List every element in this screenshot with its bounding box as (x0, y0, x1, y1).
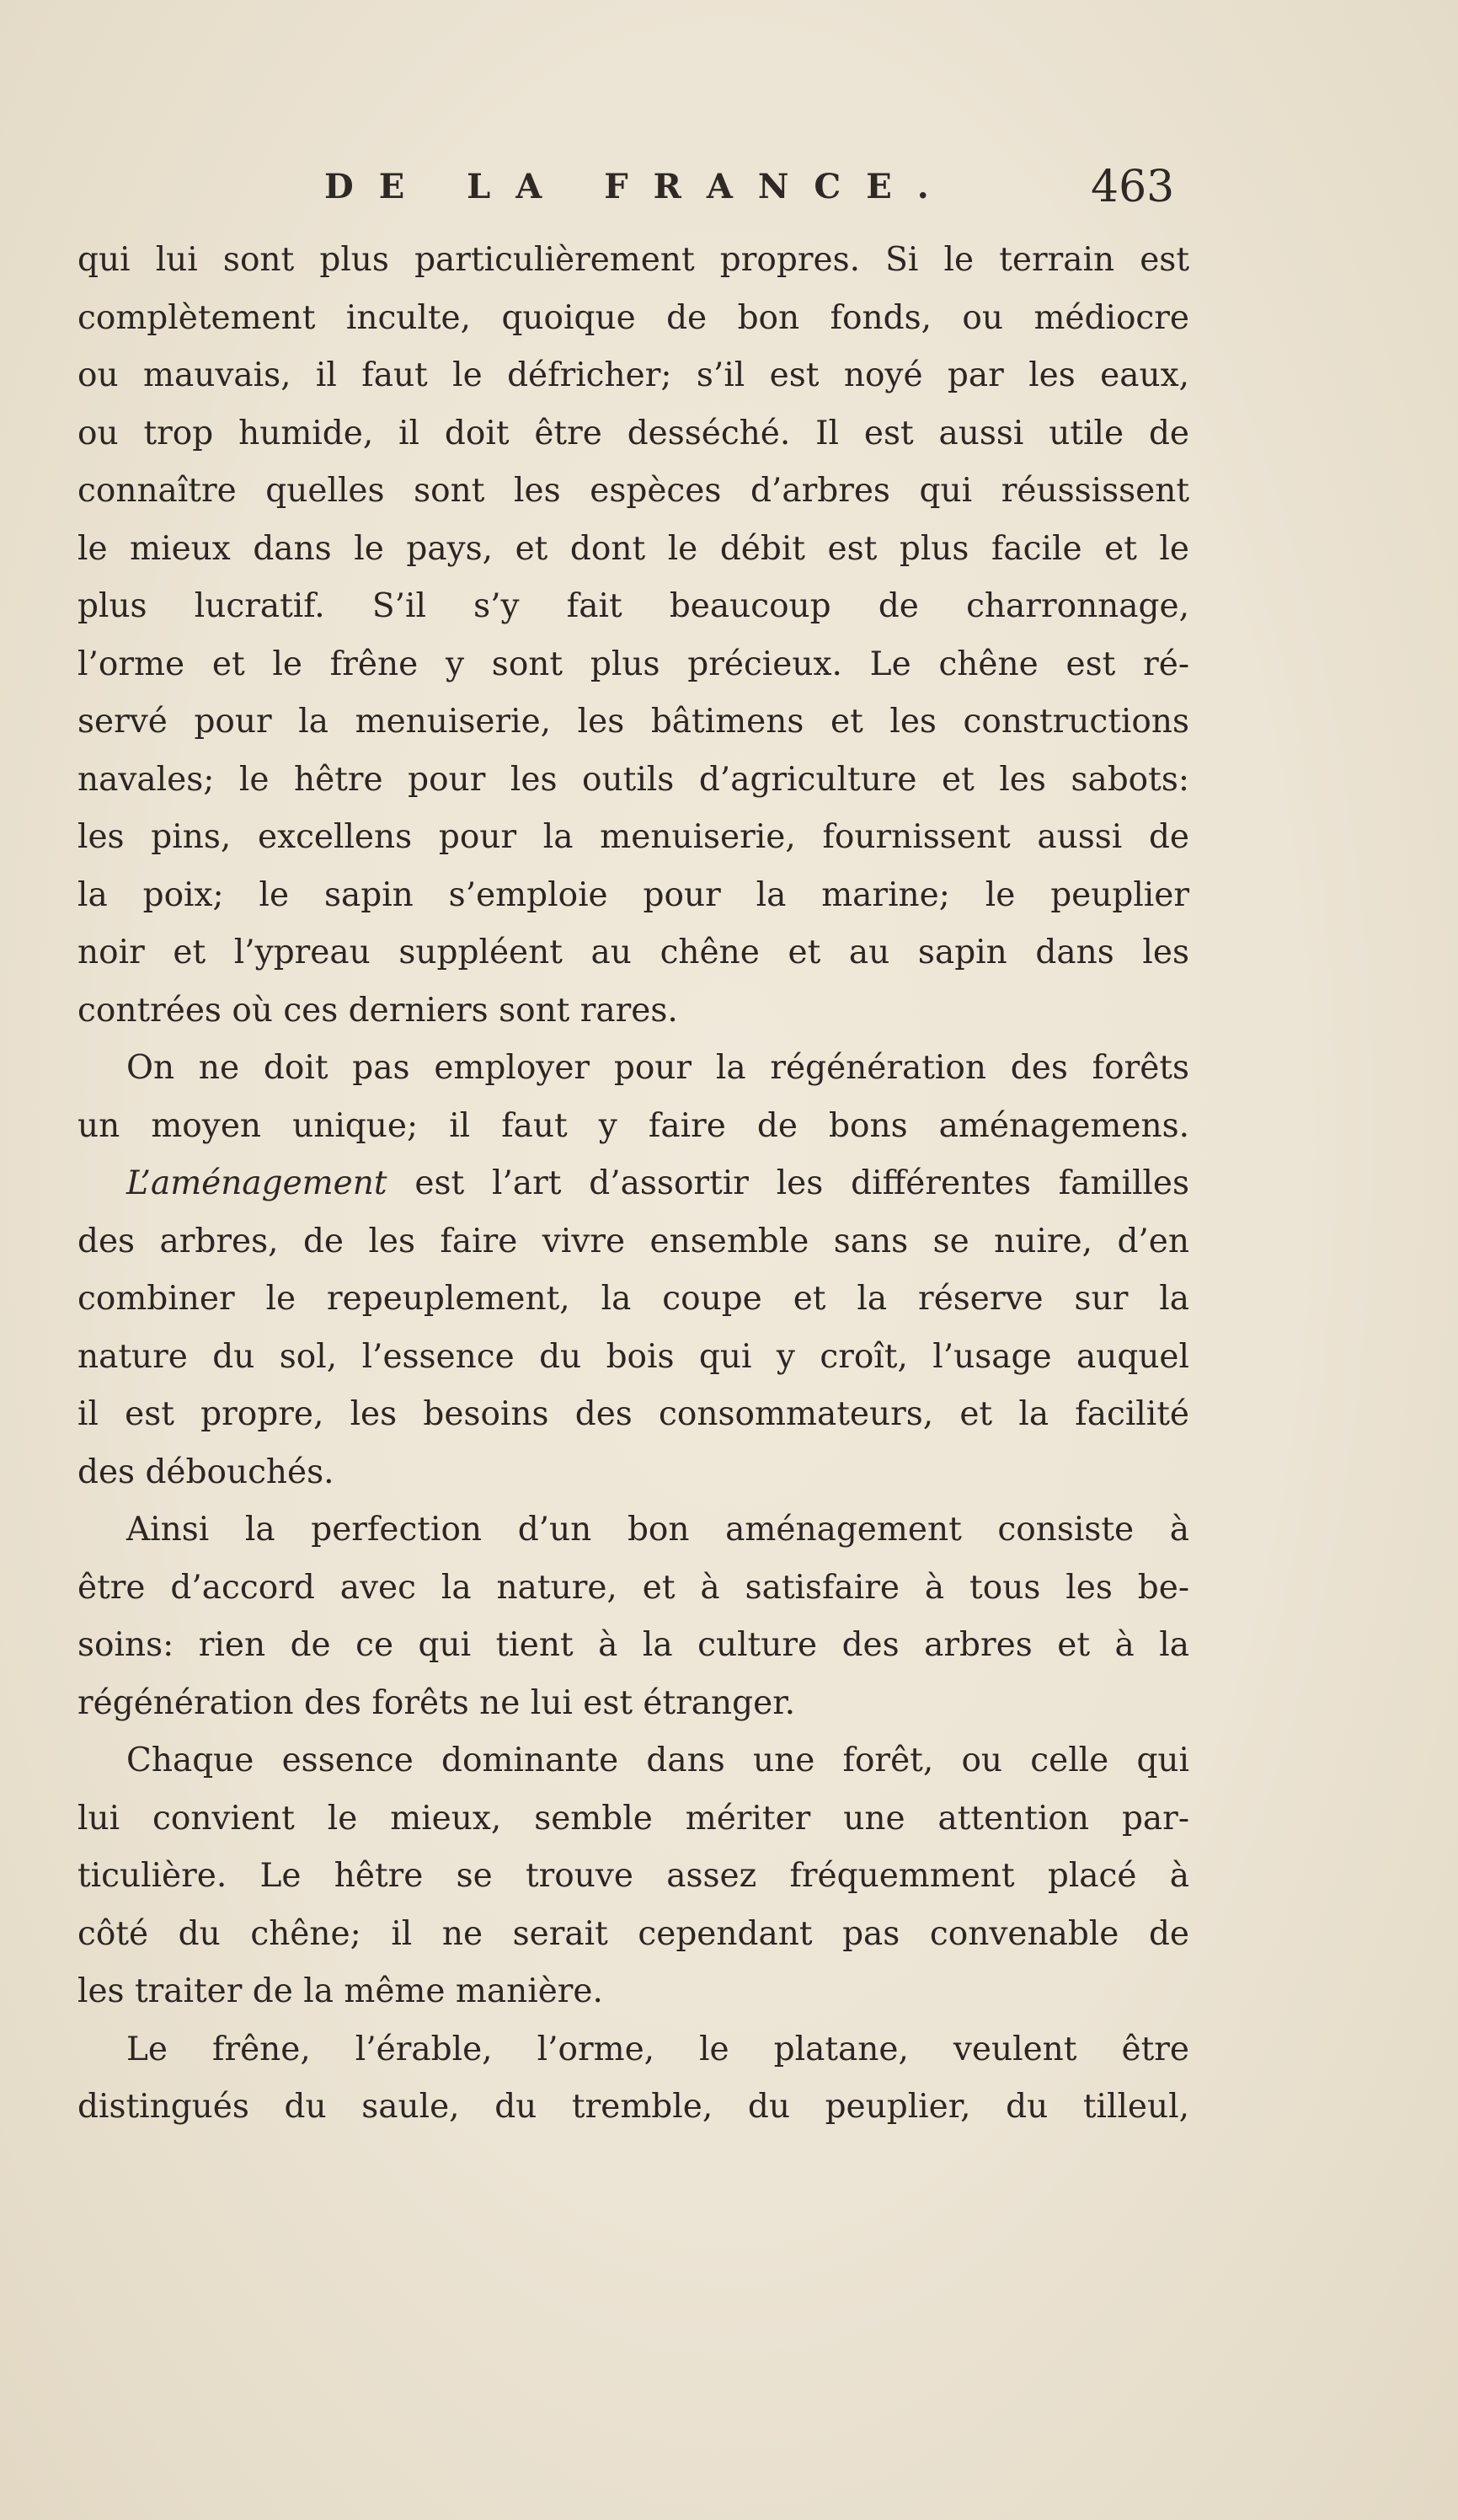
text-line: combiner le repeuplement, la coupe et la réserve sur la (77, 1280, 1189, 1318)
text-line: régénération des forêts ne lui est étranger. (77, 1683, 795, 1722)
text-line: complètement inculte, quoique de bon fonds, ou médiocre (77, 298, 1189, 337)
text-line: ou mauvais, il faut le défricher; s’il est noyé par les eaux, (77, 356, 1189, 394)
text-line: il est propre, les besoins des consommateurs, et la facilité (77, 1395, 1189, 1433)
text-line: lui convient le mieux, semble mériter une attention par- (77, 1799, 1189, 1838)
text-line: plus lucratif. S’il s’y fait beaucoup de charronnage, (77, 587, 1189, 625)
text-line: servé pour la menuiserie, les bâtimens et les constructions (77, 703, 1189, 741)
text-line: connaître quelles sont les espèces d’arbres qui réussissent (77, 472, 1189, 510)
running-head: DE LA FRANCE. (324, 167, 954, 206)
text-line: qui lui sont plus particulièrement propres. Si le terrain est (77, 241, 1189, 279)
text-line: les traiter de la même manière. (77, 1972, 603, 2010)
text-line: noir et l’ypreau suppléent au chêne et au sapin dans les (77, 934, 1189, 971)
text-line: distingués du saule, du tremble, du peuplier, du tilleul, (77, 2088, 1189, 2126)
text-line: côté du chêne; il ne serait cependant pas convenable de (77, 1914, 1189, 1953)
italic-term: L’aménagement (126, 1164, 387, 1202)
text-line: le mieux dans le pays, et dont le débit est plus facile et le (77, 529, 1189, 568)
paragraph-start-line: On ne doit pas employer pour la régénération des forêts (126, 1049, 1189, 1087)
text-line: être d’accord avec la nature, et à satisfaire à tous les be- (77, 1568, 1189, 1607)
text-line: un moyen unique; il faut y faire de bons aménagemens. (77, 1106, 1189, 1145)
text-line: ou trop humide, il doit être desséché. Il est aussi utile de (77, 414, 1189, 452)
text-line: nature du sol, l’essence du bois qui y croît, l’usage auquel (77, 1337, 1189, 1376)
text-line: la poix; le sapin s’emploie pour la marine; le peuplier (77, 875, 1189, 914)
text-line: des arbres, de les faire vivre ensemble sans se nuire, d’en (77, 1222, 1189, 1260)
paragraph-start-line: Le frêne, l’érable, l’orme, le platane, veulent être (126, 2030, 1189, 2068)
body-text (77, 232, 1189, 2137)
text-line: soins: rien de ce qui tient à la culture des arbres et à la (77, 1626, 1189, 1664)
page-number: 463 (1091, 162, 1175, 212)
text-line: ticulière. Le hêtre se trouve assez fréquemment placé à (77, 1857, 1189, 1895)
text-line: des débouchés. (77, 1453, 334, 1491)
paragraph-start-line: Chaque essence dominante dans une forêt, ou celle qui (126, 1742, 1189, 1779)
text-line: les pins, excellens pour la menuiserie, fournissent aussi de (77, 818, 1189, 856)
text-line: contrées où ces derniers sont rares. (77, 991, 678, 1030)
line-continuation: est l’art d’assortir les différentes familles (414, 1164, 1189, 1202)
paragraph-start-line: Ainsi la perfection d’un bon aménagement consiste à (126, 1511, 1189, 1549)
paragraph-start-line (77, 1155, 1189, 1213)
text-line: l’orme et le frêne y sont plus précieux. Le chêne est ré- (77, 645, 1189, 683)
page-header (0, 162, 1458, 226)
text-line: navales; le hêtre pour les outils d’agriculture et les sabots: (77, 760, 1189, 799)
